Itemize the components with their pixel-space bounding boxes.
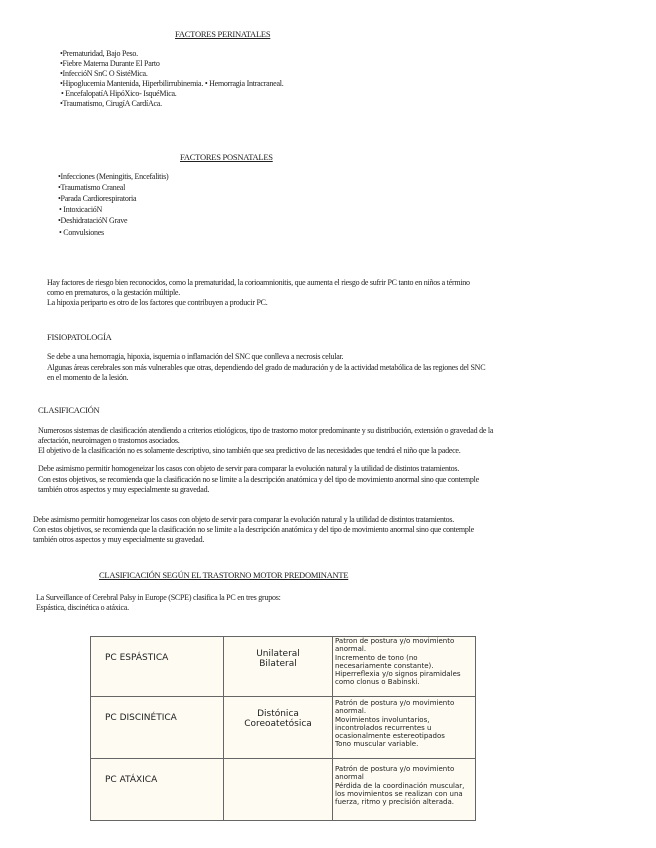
paragraph-line: Se debe a una hemorragia, hipoxia, isquemia o inflamación del SNC que conlleva a necrosis celular.: [47, 352, 344, 361]
paragraph-line: Espástica, discinética o atáxica.: [36, 603, 129, 612]
perinatales-title: FACTORES PERINATALES: [175, 29, 271, 39]
desc-line: Patrón de postura y/o movimiento: [335, 765, 455, 773]
list-item: •Parada Cardiorespiratoria: [58, 194, 137, 203]
paragraph-line: Hay factores de riesgo bien reconocidos, como la prematuridad, la corioamnionitis, que aumenta el riesgo de sufrir PC tanto en niños a término: [47, 278, 470, 287]
list-item: • IntoxicacióN: [59, 205, 103, 214]
desc-line: ocasionalmente estereotipados: [335, 732, 445, 741]
paragraph-line: en el momento de la lesión.: [47, 373, 129, 382]
desc-line: anormal.: [335, 707, 367, 716]
subtype: Coreoatetósica: [244, 719, 312, 729]
subtype: Distónica: [257, 709, 299, 719]
description-cell: [333, 759, 476, 821]
paragraph-line: Numerosos sistemas de clasificación atendiendo a criterios etiológicos, tipo de trastorno motor predominante y su distribución, extensión o gravedad de la: [38, 426, 494, 435]
list-item: •Infecciones (Meningitis, Encefalitis): [58, 172, 169, 181]
desc-line: anormal.: [335, 645, 367, 654]
paragraph-line: también otros aspectos y muy especialmente su gravedad.: [33, 535, 205, 544]
classification-table: [90, 636, 476, 821]
clasificacion-title: CLASIFICACIÓN: [38, 405, 100, 415]
paragraph-line: Con estos objetivos, se recomienda que la clasificación no se limite a la descripción anatómica y del tipo de movimiento anormal sino que contemple: [33, 525, 474, 534]
desc-line: Hiperreflexia y/o signos piramidales: [335, 670, 461, 679]
list-item: •DeshidratacióN Grave: [58, 216, 128, 225]
list-item: •Prematuridad, Bajo Peso.: [60, 49, 138, 58]
paragraph-line: Algunas áreas cerebrales son más vulnerables que otras, dependiendo del grado de maduración y de la actividad metabólica de las regiones del SNC: [47, 363, 486, 372]
desc-line: Movimientos involuntarios,: [335, 715, 430, 724]
desc-line: anormal: [335, 773, 364, 782]
description-cell: [333, 637, 476, 697]
subtype: Unilateral: [256, 649, 300, 659]
type-cell: PC ATÁXICA: [91, 759, 224, 821]
paragraph-line: La hipoxia periparto es otro de los factores que contribuyen a producir PC.: [47, 298, 268, 307]
paragraph-line: Con estos objetivos, se recomienda que la clasificación no se limite a la descripción anatómica y del tipo de movimiento anormal sino que contemple: [38, 475, 479, 484]
paragraph-line: también otros aspectos y muy especialmente su gravedad.: [38, 485, 210, 494]
desc-line: incontrolados recurrentes u: [335, 723, 432, 732]
list-item: •Traumatismo, CirugíA CardíAca.: [60, 99, 162, 108]
desc-line: Patron de postura y/o movimiento: [335, 637, 455, 645]
paragraph-line: como en prematuros, o la gestación múltiple.: [47, 288, 180, 297]
paragraph-line: Debe asimismo permitir homogeneizar los casos con objeto de servir para comparar la evolución natural y la utilidad de distintos tratamientos.: [38, 464, 460, 473]
segun-title: CLASIFICACIÓN SEGÚN EL TRASTORNO MOTOR PREDOMINANTE: [99, 570, 349, 580]
desc-line: los movimientos se realizan con una: [335, 789, 463, 798]
desc-line: Patrón de postura y/o movimiento: [335, 699, 455, 707]
paragraph-line: afectación, neuroimagen o trastornos asociados.: [38, 436, 180, 445]
list-item: • EncefalopatíA HipóXico- IsquéMica.: [61, 89, 177, 98]
table-row: [91, 759, 476, 821]
desc-line: Incremento de tono (no: [335, 653, 418, 662]
paragraph-line: El objetivo de la clasificación no es solamente descriptivo, sino también que sea predictivo de las necesidades que tendrá el niño que la padece.: [38, 446, 461, 455]
list-item: •InfeccióN SnC O SistéMica.: [60, 69, 148, 78]
paragraph-line: La Surveillance of Cerebral Palsy in Europe (SCPE) clasifica la PC en tres grupos:: [36, 593, 281, 602]
paragraph-line: Debe asimismo permitir homogeneizar los casos con objeto de servir para comparar la evolución natural y la utilidad de distintos tratamientos.: [33, 515, 455, 524]
desc-line: Tono muscular variable.: [335, 740, 419, 749]
desc-line: necesariamente constante).: [335, 661, 434, 670]
table-row: [91, 637, 476, 697]
description-cell: [333, 697, 476, 759]
posnatales-title: FACTORES POSNATALES: [180, 152, 273, 162]
type-cell: PC ESPÁSTICA: [91, 637, 224, 697]
subtype: Bilateral: [259, 659, 297, 669]
list-item: •Fiebre Materna Durante El Parto: [60, 59, 160, 68]
list-item: • Convulsiones: [59, 228, 104, 237]
list-item: •Traumatismo Craneal: [58, 183, 126, 192]
subtype-cell: [224, 637, 333, 697]
table-row: [91, 697, 476, 759]
desc-line: Pérdida de la coordinación muscular,: [335, 781, 465, 790]
fisiopatologia-title: FISIOPATOLOGÍA: [47, 332, 112, 342]
list-item: •Hipoglucemia Mantenida, Hiperbilirrubinemia. • Hemorragia Intracraneal.: [60, 79, 284, 88]
subtype-cell: [224, 697, 333, 759]
desc-line: fuerza, ritmo y precisión alterada.: [335, 798, 454, 807]
type-cell: PC DISCINÉTICA: [91, 697, 224, 759]
desc-line: como clonus o Babinski.: [335, 678, 420, 687]
subtype-cell: [224, 759, 333, 821]
